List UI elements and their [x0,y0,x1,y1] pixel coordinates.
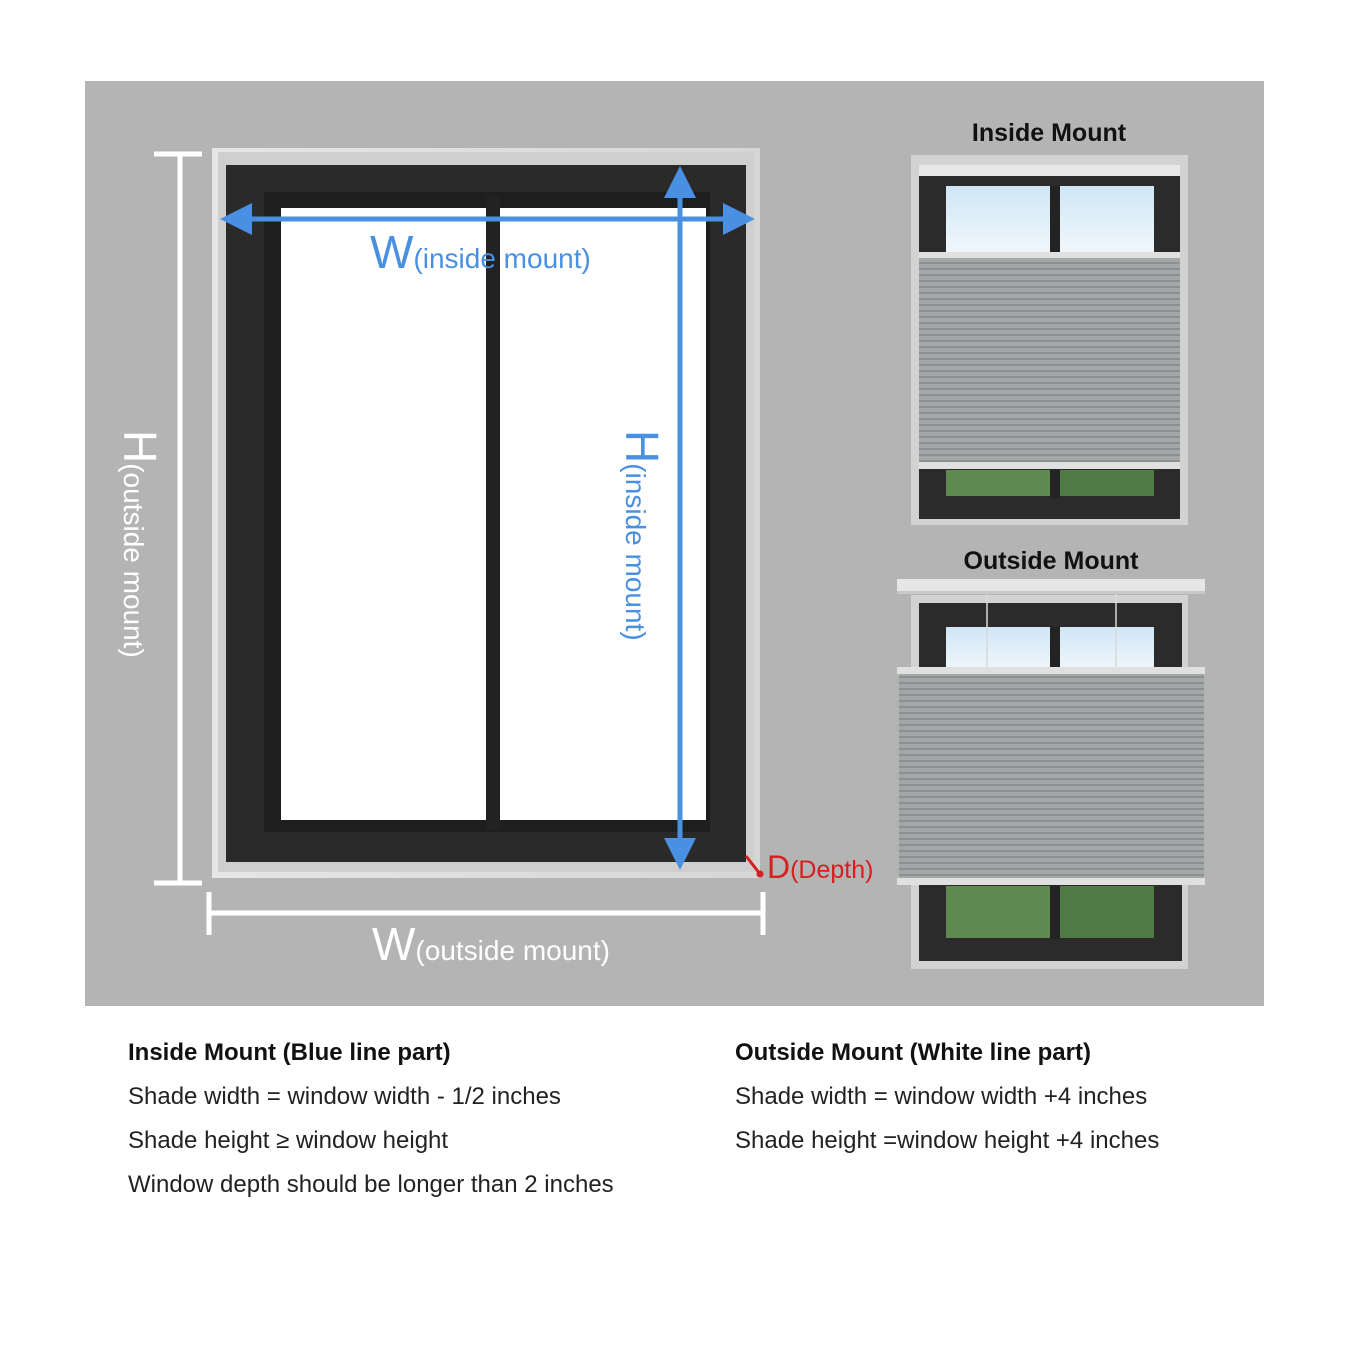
thumb-outside-title: Outside Mount [963,547,1139,575]
outside-shade-fabric [899,673,1204,880]
outside-notes-title: Outside Mount (White line part) [735,1039,1091,1066]
inside-shade-headrail [919,165,1180,176]
inside-note-line: Shade height ≥ window height [128,1127,449,1154]
left-pane [281,208,486,820]
outside-height-label-main: H [114,430,166,464]
inside-mount-notes [128,1040,614,1216]
inside-mount-thumbnail [911,155,1188,525]
inside-note-line: Window depth should be longer than 2 inches [128,1171,614,1198]
inside-width-label-sub: (inside mount) [413,243,591,274]
outside-height-label-sub: (outside mount) [118,463,149,658]
inside-width-label-main: W [370,226,414,278]
outside-note-line: Shade height =window height +4 inches [735,1127,1160,1154]
outside-mount-thumbnail [897,579,1205,969]
outside-width-label-main: W [372,918,416,970]
outside-shade-headrail [897,579,1205,593]
outside-mount-notes [735,1040,1159,1172]
depth-label-main: D [767,849,791,885]
inside-height-label-main: H [616,430,668,464]
outside-note-line: Shade width = window width +4 inches [735,1083,1148,1110]
inside-notes-title: Inside Mount (Blue line part) [128,1039,451,1066]
outside-width-label-sub: (outside mount) [415,935,610,966]
right-pane [500,208,706,820]
inside-height-label-sub: (inside mount) [620,463,651,641]
thumb-inside-title: Inside Mount [971,119,1127,147]
inside-note-line: Shade width = window width - 1/2 inches [128,1083,561,1110]
inside-shade-fabric [919,256,1180,463]
depth-label-sub: (Depth) [790,856,874,884]
